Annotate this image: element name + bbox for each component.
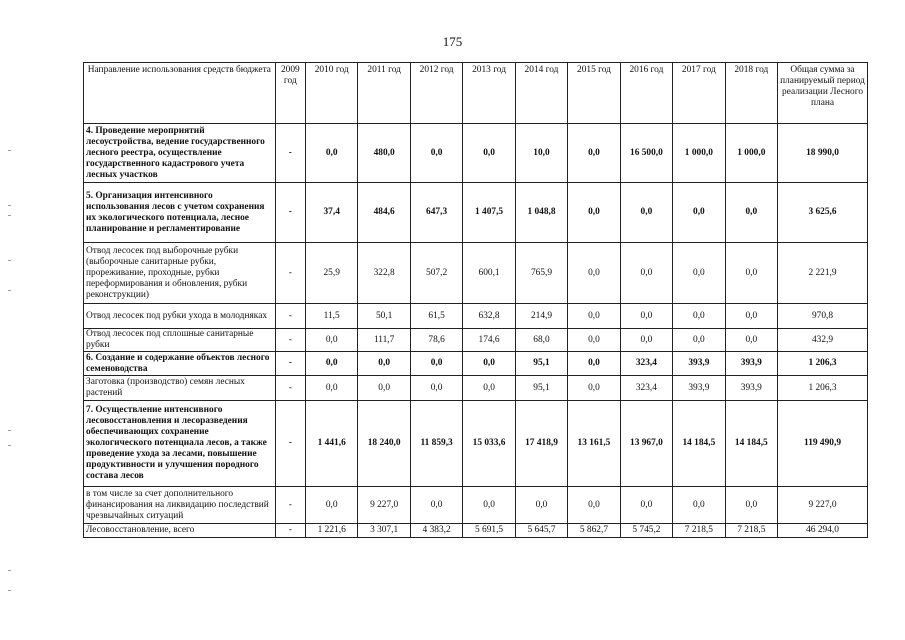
total-cell: 9 227,0 [778, 487, 868, 524]
row-label: 4. Проведение мероприятий лесоустройства, ведение государственного лесного реестра, осуществление государственного кадастрового учета лесных участков [84, 124, 276, 183]
year-value-cell: 11 859,3 [410, 401, 462, 487]
year-value-cell: 0,0 [358, 376, 410, 401]
year-value-cell: - [275, 183, 305, 243]
page-number: 175 [442, 34, 463, 49]
total-cell: 1 206,3 [778, 352, 868, 376]
year-value-cell: 50,1 [358, 304, 410, 329]
year-value-cell: 174,6 [463, 329, 515, 352]
row-label: Отвод лесосек под выборочные рубки (выборочные санитарные рубки, прореживание, проходные, рубки переформирования и обновления, рубки реконструкции) [84, 243, 276, 304]
year-value-cell: 0,0 [673, 243, 725, 304]
year-value-cell: 0,0 [463, 124, 515, 183]
year-value-cell: 1 000,0 [725, 124, 777, 183]
year-value-cell: 0,0 [305, 487, 357, 524]
year-value-cell: 600,1 [463, 243, 515, 304]
row-label: Заготовка (производство) семян лесных растений [84, 376, 276, 401]
year-value-cell: 14 184,5 [673, 401, 725, 487]
year-value-cell: 0,0 [673, 183, 725, 243]
year-value-cell: 61,5 [410, 304, 462, 329]
year-value-cell: 0,0 [463, 487, 515, 524]
year-header: 2016 год [620, 63, 672, 124]
year-value-cell: 0,0 [515, 487, 567, 524]
table-row [84, 124, 868, 183]
year-value-cell: 0,0 [568, 304, 620, 329]
year-value-cell: 3 307,1 [358, 524, 410, 538]
year-value-cell: - [275, 524, 305, 538]
year-value-cell: 0,0 [725, 487, 777, 524]
year-value-cell: 1 407,5 [463, 183, 515, 243]
year-value-cell: 507,2 [410, 243, 462, 304]
year-value-cell: 111,7 [358, 329, 410, 352]
year-value-cell: 10,0 [515, 124, 567, 183]
year-value-cell: - [275, 329, 305, 352]
year-value-cell: 0,0 [410, 487, 462, 524]
year-value-cell: - [275, 376, 305, 401]
year-value-cell: 1 048,8 [515, 183, 567, 243]
year-value-cell: 78,6 [410, 329, 462, 352]
row-label: Отвод лесосек под рубки ухода в молодняках [84, 304, 276, 329]
year-value-cell: 37,4 [305, 183, 357, 243]
year-value-cell: 0,0 [620, 243, 672, 304]
year-value-cell: 765,9 [515, 243, 567, 304]
year-value-cell: 0,0 [725, 329, 777, 352]
year-value-cell: 484,6 [358, 183, 410, 243]
year-value-cell: 68,0 [515, 329, 567, 352]
year-value-cell: 480,0 [358, 124, 410, 183]
year-value-cell: 17 418,9 [515, 401, 567, 487]
table-row [84, 243, 868, 304]
year-value-cell: 214,9 [515, 304, 567, 329]
row-label: Отвод лесосек под сплошные санитарные рубки [84, 329, 276, 352]
table-row [84, 183, 868, 243]
direction-header: Направление использования средств бюджета [84, 63, 276, 124]
year-value-cell: 0,0 [725, 243, 777, 304]
year-header: 2012 год [410, 63, 462, 124]
year-header: 2014 год [515, 63, 567, 124]
year-value-cell: 9 227,0 [358, 487, 410, 524]
year-value-cell: 0,0 [305, 352, 357, 376]
year-value-cell: 0,0 [568, 183, 620, 243]
year-value-cell: 0,0 [568, 487, 620, 524]
year-value-cell: 16 500,0 [620, 124, 672, 183]
year-value-cell: 1 000,0 [673, 124, 725, 183]
year-value-cell: 0,0 [620, 183, 672, 243]
year-value-cell: 323,4 [620, 376, 672, 401]
year-value-cell: 0,0 [463, 352, 515, 376]
year-value-cell: - [275, 352, 305, 376]
year-value-cell: 0,0 [725, 183, 777, 243]
row-label: Лесовосстановление, всего [84, 524, 276, 538]
year-value-cell: 25,9 [305, 243, 357, 304]
total-cell: 432,9 [778, 329, 868, 352]
year-value-cell: 95,1 [515, 352, 567, 376]
year-value-cell: 14 184,5 [725, 401, 777, 487]
total-cell: 46 294,0 [778, 524, 868, 538]
year-value-cell: - [275, 401, 305, 487]
year-value-cell: 5 645,7 [515, 524, 567, 538]
year-header: 2009 год [275, 63, 305, 124]
row-label: в том числе за счет дополнительного финансирования на ликвидацию последствий чрезвычайных ситуаций [84, 487, 276, 524]
year-value-cell: 15 033,6 [463, 401, 515, 487]
year-value-cell: 0,0 [673, 304, 725, 329]
table-row [84, 304, 868, 329]
year-value-cell: - [275, 243, 305, 304]
year-value-cell: 0,0 [305, 376, 357, 401]
year-header: 2015 год [568, 63, 620, 124]
table-row [84, 487, 868, 524]
year-value-cell: 0,0 [568, 352, 620, 376]
header-row [84, 63, 868, 124]
year-value-cell: - [275, 304, 305, 329]
year-value-cell: 11,5 [305, 304, 357, 329]
table-row [84, 329, 868, 352]
year-value-cell: 0,0 [568, 124, 620, 183]
year-header: 2013 год [463, 63, 515, 124]
year-value-cell: 393,9 [725, 352, 777, 376]
year-value-cell: 0,0 [305, 329, 357, 352]
year-value-cell: 1 221,6 [305, 524, 357, 538]
table-row [84, 524, 868, 538]
year-header: 2018 год [725, 63, 777, 124]
row-label: 7. Осуществление интенсивного лесовосстановления и лесоразведения обеспечивающих сохранение экологического потенциала лесов, а также проведение ухода за лесами, повышение продуктивности и улучшения породного состава лесов [84, 401, 276, 487]
year-value-cell: 95,1 [515, 376, 567, 401]
total-cell: 1 206,3 [778, 376, 868, 401]
year-value-cell: 323,4 [620, 352, 672, 376]
year-header: 2011 год [358, 63, 410, 124]
year-value-cell: 0,0 [305, 124, 357, 183]
year-value-cell: 0,0 [568, 376, 620, 401]
year-value-cell: 322,8 [358, 243, 410, 304]
year-value-cell: 0,0 [673, 329, 725, 352]
year-value-cell: 7 218,5 [673, 524, 725, 538]
total-cell: 18 990,0 [778, 124, 868, 183]
year-value-cell: 0,0 [620, 329, 672, 352]
year-value-cell: 7 218,5 [725, 524, 777, 538]
total-cell: 3 625,6 [778, 183, 868, 243]
total-cell: 119 490,9 [778, 401, 868, 487]
year-value-cell: 18 240,0 [358, 401, 410, 487]
year-value-cell: 0,0 [410, 124, 462, 183]
table-row [84, 376, 868, 401]
year-value-cell: 632,8 [463, 304, 515, 329]
year-value-cell: 4 383,2 [410, 524, 462, 538]
year-value-cell: 0,0 [463, 376, 515, 401]
year-value-cell: 1 441,6 [305, 401, 357, 487]
year-value-cell: 0,0 [620, 487, 672, 524]
table-row [84, 401, 868, 487]
year-value-cell: 5 745,2 [620, 524, 672, 538]
budget-table [83, 62, 868, 538]
total-cell: 2 221,9 [778, 243, 868, 304]
year-value-cell: 0,0 [568, 243, 620, 304]
row-label: 5. Организация интенсивного использования лесов с учетом сохранения их экологического потенциала, лесное планирование и регламентирование [84, 183, 276, 243]
year-value-cell: 0,0 [410, 352, 462, 376]
year-value-cell: 0,0 [620, 304, 672, 329]
year-value-cell: 393,9 [673, 352, 725, 376]
year-value-cell: 647,3 [410, 183, 462, 243]
year-header: 2010 год [305, 63, 357, 124]
year-value-cell: 0,0 [673, 487, 725, 524]
year-value-cell: 13 161,5 [568, 401, 620, 487]
year-value-cell: 393,9 [673, 376, 725, 401]
year-value-cell: - [275, 124, 305, 183]
year-header: 2017 год [673, 63, 725, 124]
year-value-cell: 0,0 [358, 352, 410, 376]
year-value-cell: 5 691,5 [463, 524, 515, 538]
table-row [84, 352, 868, 376]
year-value-cell: 0,0 [568, 329, 620, 352]
year-value-cell: 0,0 [410, 376, 462, 401]
year-value-cell: - [275, 487, 305, 524]
year-value-cell: 0,0 [725, 304, 777, 329]
table-body [84, 124, 868, 538]
year-value-cell: 13 967,0 [620, 401, 672, 487]
total-header: Общая сумма за планируемый период реализации Лесного плана [778, 63, 868, 124]
row-label: 6. Создание и содержание объектов лесного семеноводства [84, 352, 276, 376]
year-value-cell: 393,9 [725, 376, 777, 401]
total-cell: 970,8 [778, 304, 868, 329]
year-value-cell: 5 862,7 [568, 524, 620, 538]
